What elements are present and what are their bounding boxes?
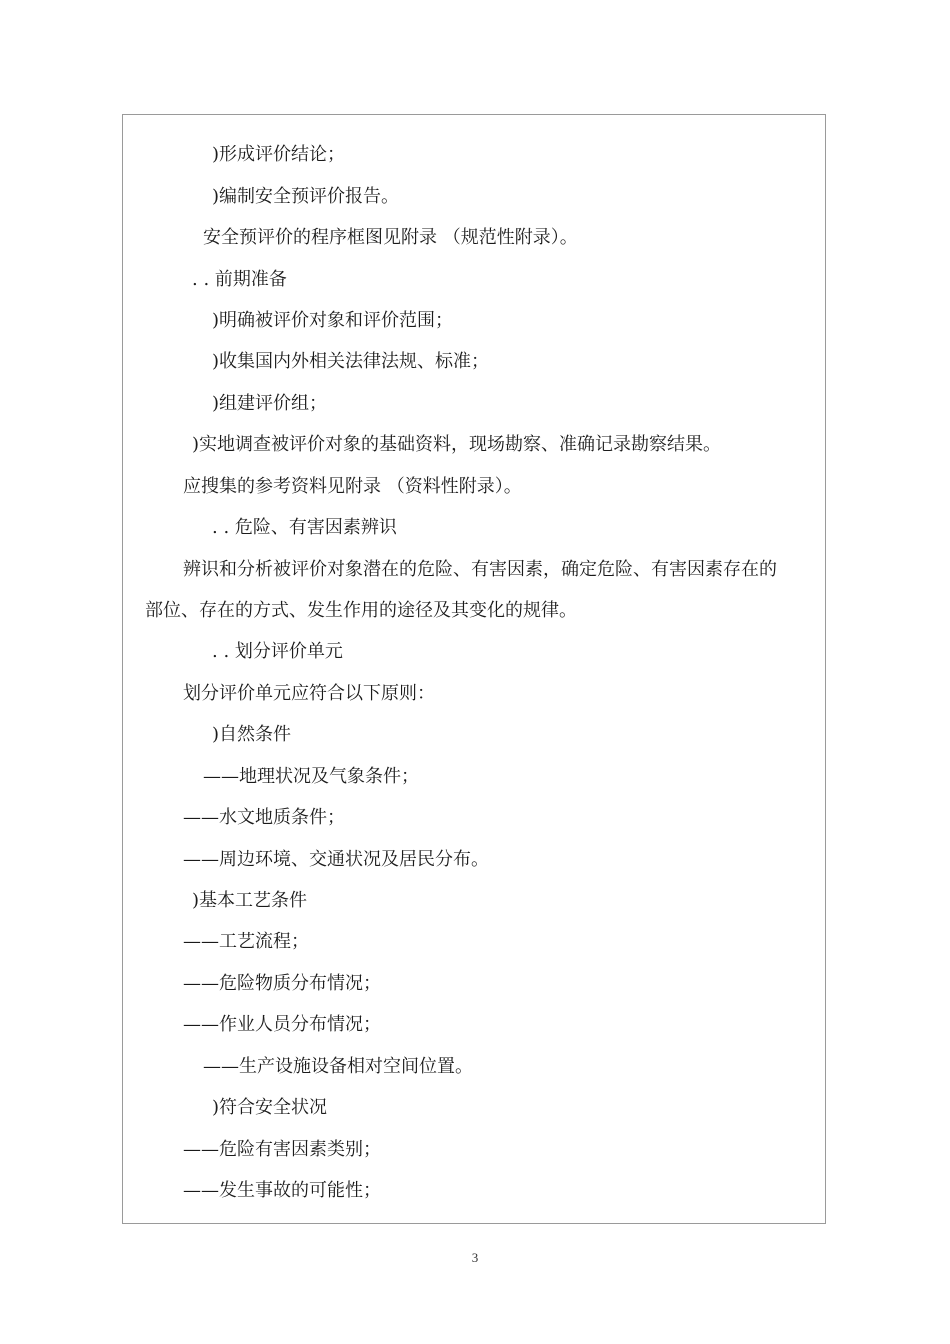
text-line: ——生产设施设备相对空间位置。 (203, 1056, 473, 1077)
text-line: ——工艺流程； (183, 931, 309, 952)
text-line: 部位、存在的方式、发生作用的途径及其变化的规律。 (145, 600, 577, 621)
text-line: )基本工艺条件 (192, 890, 308, 911)
text-line: 划分评价单元应符合以下原则： (183, 683, 435, 704)
text-line: ——发生事故的可能性； (183, 1180, 381, 1201)
text-line: ——地理状况及气象条件； (203, 766, 419, 787)
text-line: )实地调查被评价对象的基础资料，现场勘察、准确记录勘察结果。 (192, 434, 722, 455)
text-line: )符合安全状况 (212, 1097, 328, 1118)
text-line: ——危险有害因素类别； (183, 1139, 381, 1160)
text-line: )形成评价结论； (212, 144, 346, 165)
text-line: )组建评价组； (212, 393, 328, 414)
text-line: ——危险物质分布情况； (183, 973, 381, 994)
text-line: )自然条件 (212, 724, 292, 745)
text-line: )收集国内外相关法律法规、标准； (212, 351, 490, 372)
section-heading: . . 划分评价单元 (212, 641, 343, 662)
text-line: )明确被评价对象和评价范围； (212, 310, 454, 331)
section-heading: . . 前期准备 (192, 269, 287, 290)
text-line: )编制安全预评价报告。 (212, 186, 400, 207)
text-line: 安全预评价的程序框图见附录 （规范性附录）。 (203, 227, 578, 248)
text-line: ——作业人员分布情况； (183, 1014, 381, 1035)
text-line: ——水文地质条件； (183, 807, 345, 828)
page-number: 3 (471, 1250, 479, 1265)
text-line: ——周边环境、交通状况及居民分布。 (183, 849, 489, 870)
text-line: 辨识和分析被评价对象潜在的危险、有害因素，确定危险、有害因素存在的 (183, 559, 777, 580)
section-heading: . . 危险、有害因素辨识 (212, 517, 397, 538)
text-line: 应搜集的参考资料见附录 （资料性附录）。 (183, 476, 522, 497)
